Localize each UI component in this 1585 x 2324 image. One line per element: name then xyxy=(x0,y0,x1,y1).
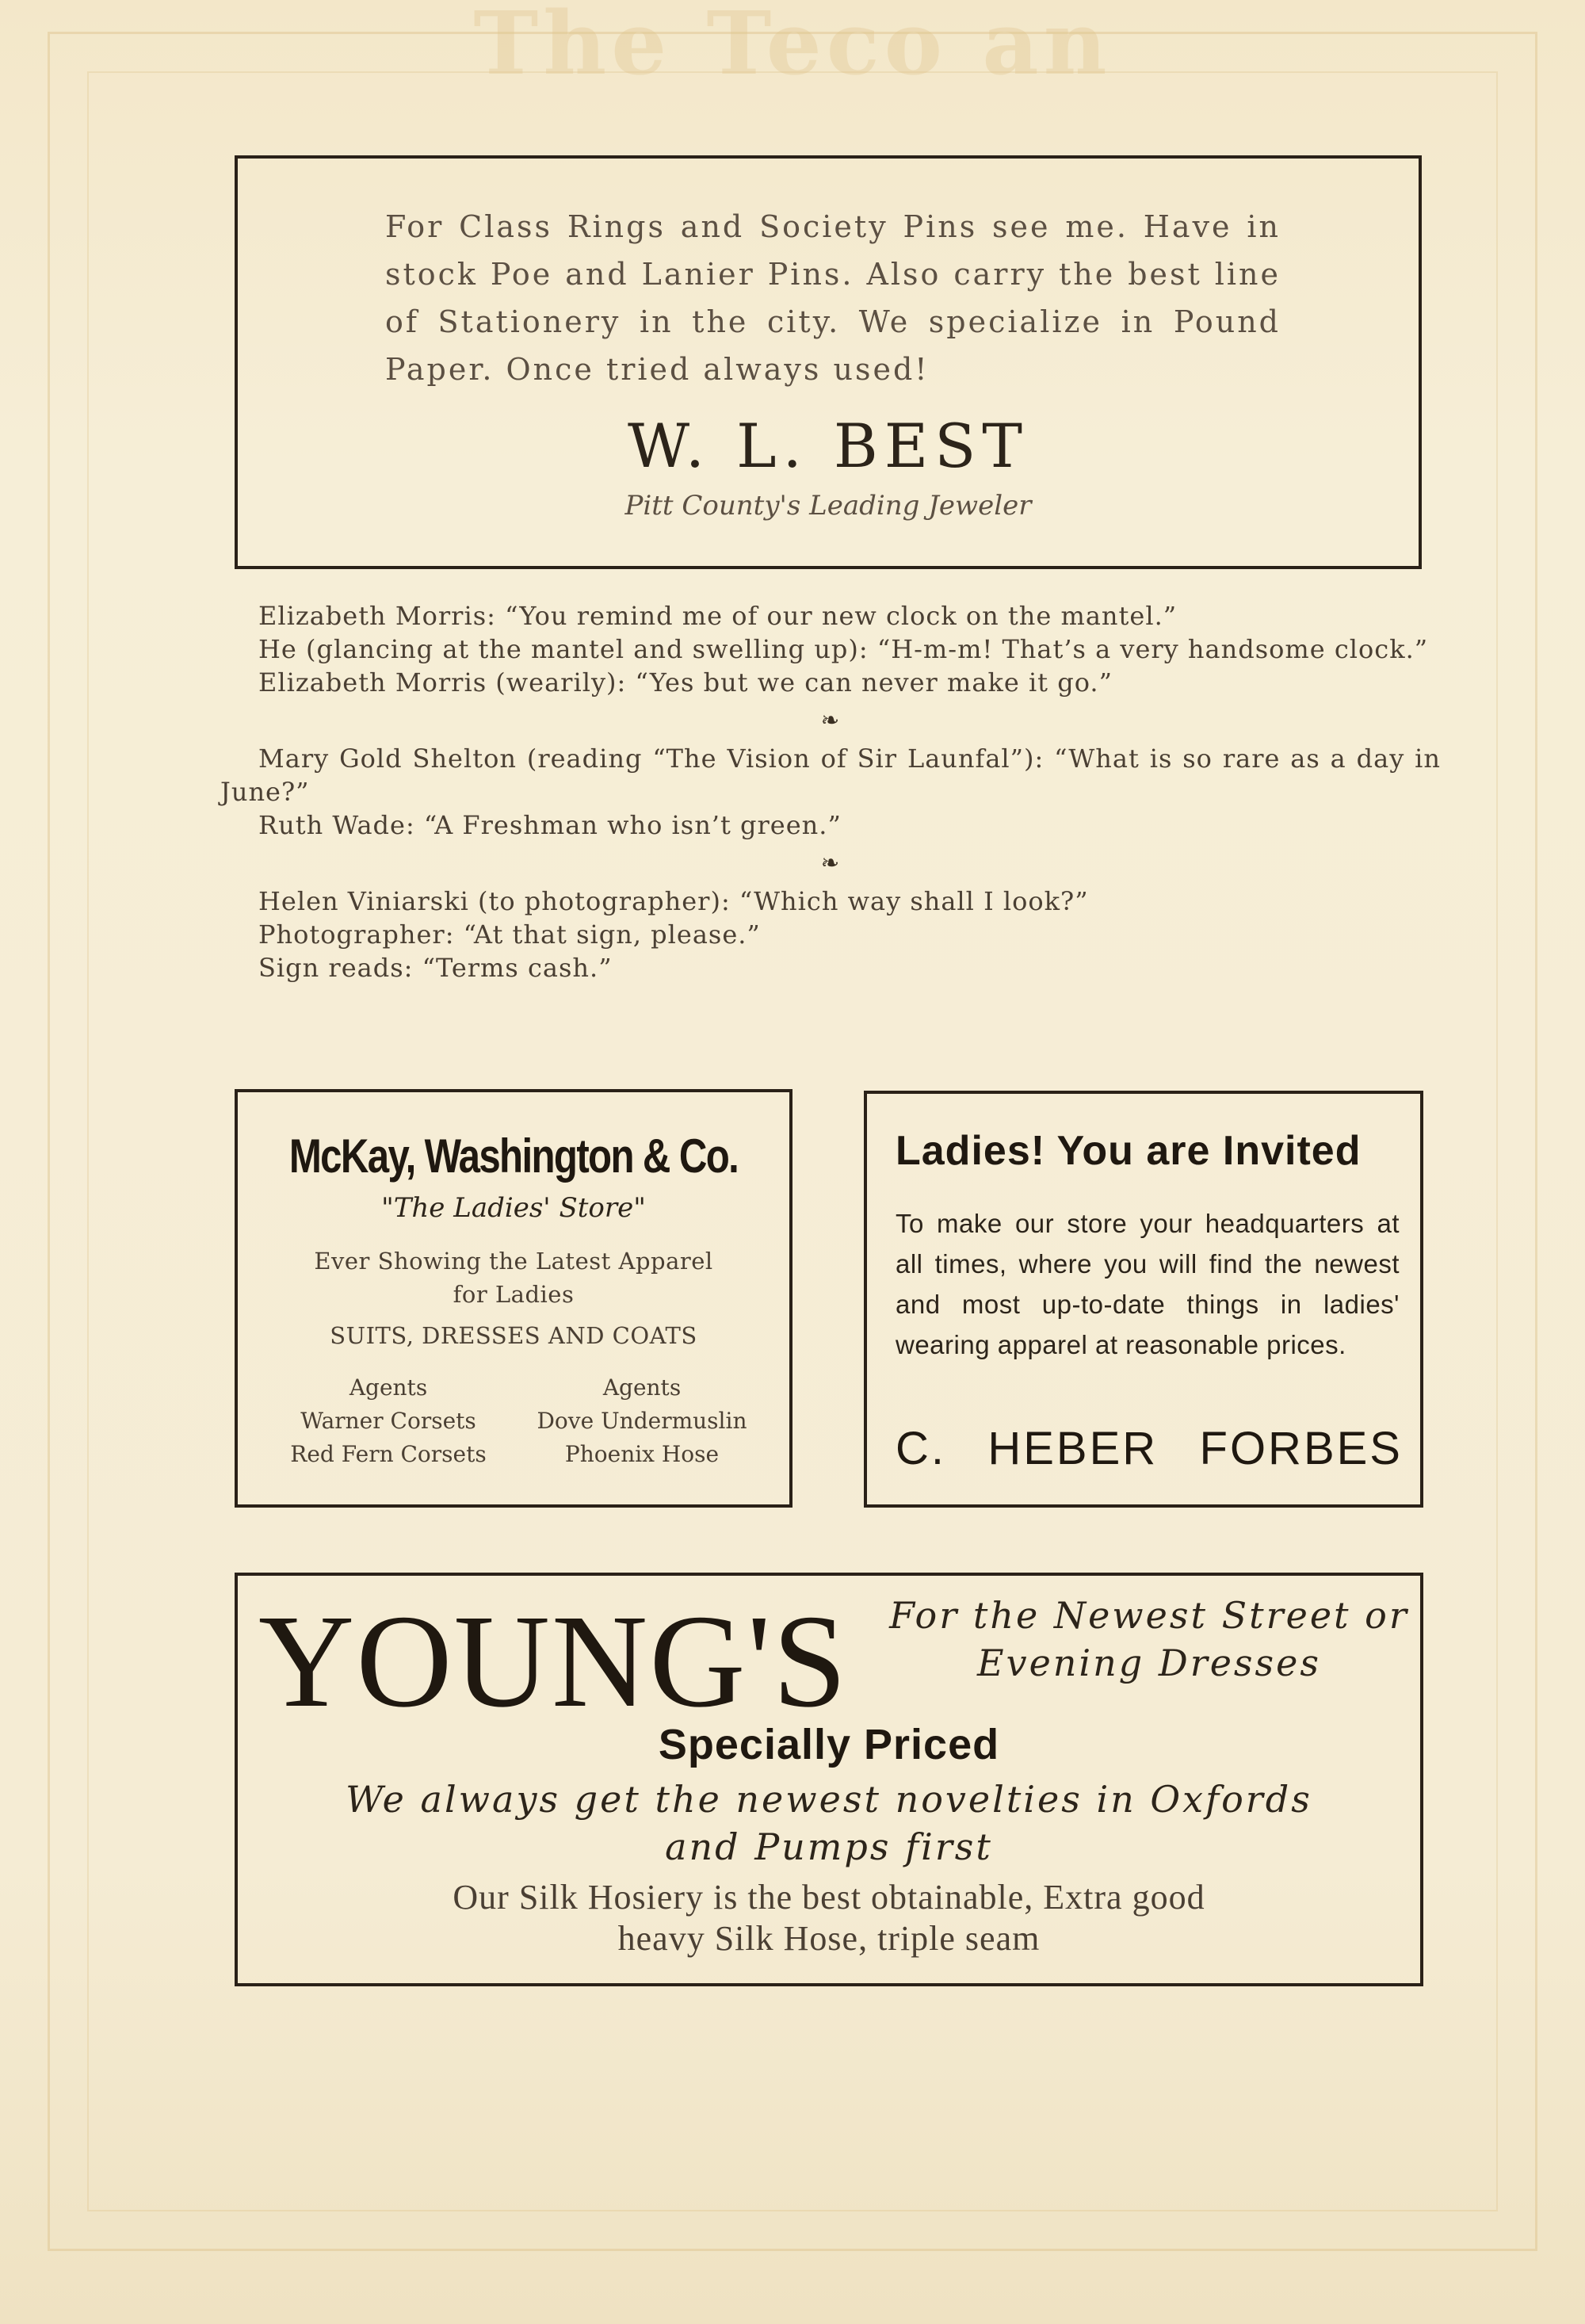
mckay-left-item: Agents xyxy=(349,1374,428,1401)
separator-ornament: ❧ xyxy=(820,850,841,876)
forbes-ad-name: C. HEBER FORBES xyxy=(896,1423,1403,1474)
joke-line: Helen Viniarski (to photographer): “Which way shall I look?” xyxy=(258,886,1089,916)
jokes-section xyxy=(220,599,1441,984)
youngs-ad-novelties xyxy=(238,1775,1420,1871)
youngs-ad-silk xyxy=(238,1877,1420,1959)
mckay-ad-line: Ever Showing the Latest Apparel xyxy=(314,1248,713,1275)
joke-line: Elizabeth Morris (wearily): “Yes but we can never make it go.” xyxy=(258,667,1113,698)
best-ad-text: For Class Rings and Society Pins see me. Have in stock Poe and Lanier Pins. Also carry the best line of Stationery in the city. We specialize in Pound Paper. Once tried always used! xyxy=(385,209,1281,387)
mckay-ad-line: for Ladies xyxy=(453,1281,575,1308)
mckay-right-item: Agents xyxy=(602,1374,682,1401)
best-ad-name: W. L. BEST xyxy=(627,411,1029,481)
joke-line: Mary Gold Shelton (reading “The Vision of Sir Launfal”): “What is so rare as a day in June?” xyxy=(220,743,1441,807)
youngs-ad-side-text xyxy=(888,1592,1411,1687)
joke-line: Photographer: “At that sign, please.” xyxy=(258,919,761,950)
joke-line: Ruth Wade: “A Freshman who isn’t green.” xyxy=(258,810,842,840)
youngs-ad-priced: Specially Priced xyxy=(658,1721,1000,1768)
forbes-advertisement xyxy=(864,1091,1423,1508)
best-ad-tagline: Pitt County's Leading Jeweler xyxy=(624,490,1032,522)
youngs-novelty-line: and Pumps first xyxy=(665,1825,993,1868)
joke-line: He (glancing at the mantel and swelling up): “H-m-m! That’s a very handsome clock.” xyxy=(258,634,1429,664)
youngs-side-line: For the Newest Street or xyxy=(889,1594,1409,1637)
mckay-ad-name: McKay, Washington & Co. xyxy=(288,1130,739,1183)
mckay-advertisement xyxy=(235,1089,792,1508)
best-advertisement xyxy=(235,155,1422,569)
youngs-ad-name: YOUNG'S xyxy=(258,1588,849,1735)
youngs-side-line: Evening Dresses xyxy=(977,1642,1321,1684)
mckay-right-column xyxy=(515,1371,769,1471)
mckay-right-item: Dove Undermuslin xyxy=(537,1408,747,1434)
joke-line: Sign reads: “Terms cash.” xyxy=(258,953,613,983)
youngs-advertisement xyxy=(235,1573,1423,1986)
mckay-left-column xyxy=(262,1371,515,1471)
mckay-right-item: Phoenix Hose xyxy=(564,1441,720,1467)
youngs-silk-line: heavy Silk Hose, triple seam xyxy=(617,1919,1041,1958)
joke-line: Elizabeth Morris: “You remind me of our new clock on the mantel.” xyxy=(258,601,1178,631)
youngs-novelty-line: We always get the newest novelties in Oxfords xyxy=(346,1778,1312,1821)
separator-ornament: ❧ xyxy=(820,707,841,733)
youngs-silk-line: Our Silk Hosiery is the best obtainable, Extra good xyxy=(453,1878,1205,1917)
mckay-left-item: Warner Corsets xyxy=(300,1408,476,1434)
running-head: The Teco an xyxy=(473,0,1112,94)
mckay-ad-line: SUITS, DRESSES AND COATS xyxy=(330,1322,697,1349)
mckay-left-item: Red Fern Corsets xyxy=(290,1441,487,1467)
mckay-ad-subtitle: "The Ladies' Store" xyxy=(381,1192,646,1224)
forbes-ad-text: To make our store your headquarters at all times, where you will find the newest and most up-to-date things in ladies' wearing apparel at reasonable prices. xyxy=(896,1209,1400,1359)
forbes-ad-headline: Ladies! You are Invited xyxy=(896,1128,1362,1174)
